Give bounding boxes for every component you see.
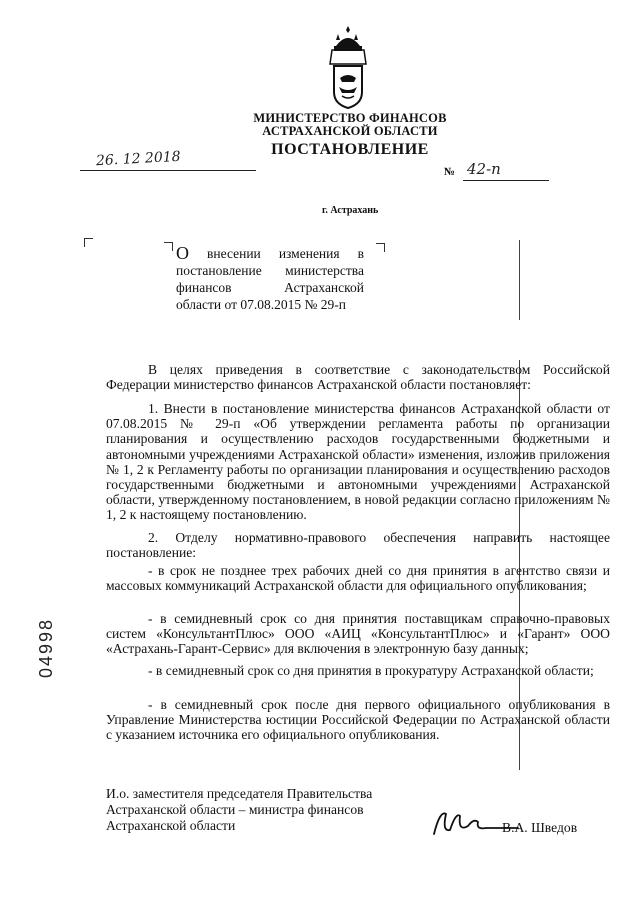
subject-word: министерства (285, 263, 364, 278)
subject-word: внесении (207, 246, 261, 261)
subject-word: О (176, 243, 189, 263)
subject-word: в (357, 246, 364, 261)
item-1-paragraph: 1. Внести в постановление министерства финансов Астраханской области от 07.08.2015 № 29-п «Об утверждении регламента работы по организации планирования и осуществлению расходов государственными бюджетными и автономными учреждениями Астраханской области» изменения, изложив приложения № 1, 2 к Регламенту работы по организации планирования и осуществлению расходов государственными бюджетными и автономными учреждениями Астраханской области, утвержденному постановлением, в новой редакции согласно приложениям № 1, 2 к настоящему постановлению. (106, 401, 610, 523)
coat-of-arms-emblem (322, 24, 374, 110)
margin-stamp-number: 04998 (36, 617, 56, 678)
subject-line (176, 279, 364, 296)
subject-word: изменения (278, 246, 340, 261)
preamble-paragraph: В целях приведения в соответствие с законодательством Российской Федерации министерство финансов Астраханской области постановляет: (106, 362, 610, 393)
date-underline (80, 170, 256, 171)
signatory-position: И.о. заместителя председателя Правительства Астраханской области – министра финансов Астраханской области (106, 786, 373, 833)
subject-word: постановление (176, 263, 262, 278)
document-date: 26. 12 2018 (95, 148, 181, 170)
subject-line: области от 07.08.2015 № 29-п (176, 297, 346, 312)
document-subject (176, 245, 364, 313)
document-number: 42-п (467, 160, 501, 178)
corner-mark (164, 242, 173, 251)
ministry-name-line2: АСТРАХАНСКОЙ ОБЛАСТИ (262, 124, 438, 138)
city-name: г. Астрахань (322, 205, 379, 216)
corner-mark (84, 238, 93, 247)
ministry-name-line1: МИНИСТЕРСТВО ФИНАНСОВ (253, 111, 447, 125)
number-label: № (444, 166, 456, 178)
subject-word: Астраханской (284, 280, 364, 295)
bullet-paragraph: - в срок не позднее трех рабочих дней со дня принятия в агентство связи и массовых коммуникаций Астраханской области для официального опубликования; (106, 563, 610, 594)
subject-word: финансов (176, 280, 232, 295)
bullet-paragraph: - в семидневный срок после дня первого официального опубликования в Управление Министерства юстиции Российской Федерации по Астраханской области с указанием источника его официального опубликования. (106, 697, 610, 743)
document-type-title: ПОСТАНОВЛЕНИЕ (271, 141, 429, 158)
number-underline (463, 180, 549, 181)
item-2-paragraph: 2. Отделу нормативно-правового обеспечения направить настоящее постановление: (106, 530, 610, 561)
bullet-paragraph: - в семидневный срок со дня принятия поставщикам справочно-правовых систем «КонсультантПлюс» ООО «АИЦ «КонсультантПлюс» и «Гарант» ООО «Астрахань-Гарант-Сервис» для включения в электронную базу данных; (106, 611, 610, 657)
bullet-paragraph: - в семидневный срок со дня принятия в прокуратуру Астраханской области; (148, 663, 594, 678)
corner-mark (376, 243, 385, 252)
signatory-name: В.А. Шведов (502, 820, 578, 835)
margin-line (519, 240, 520, 320)
subject-line (176, 245, 364, 262)
subject-line (176, 262, 364, 279)
